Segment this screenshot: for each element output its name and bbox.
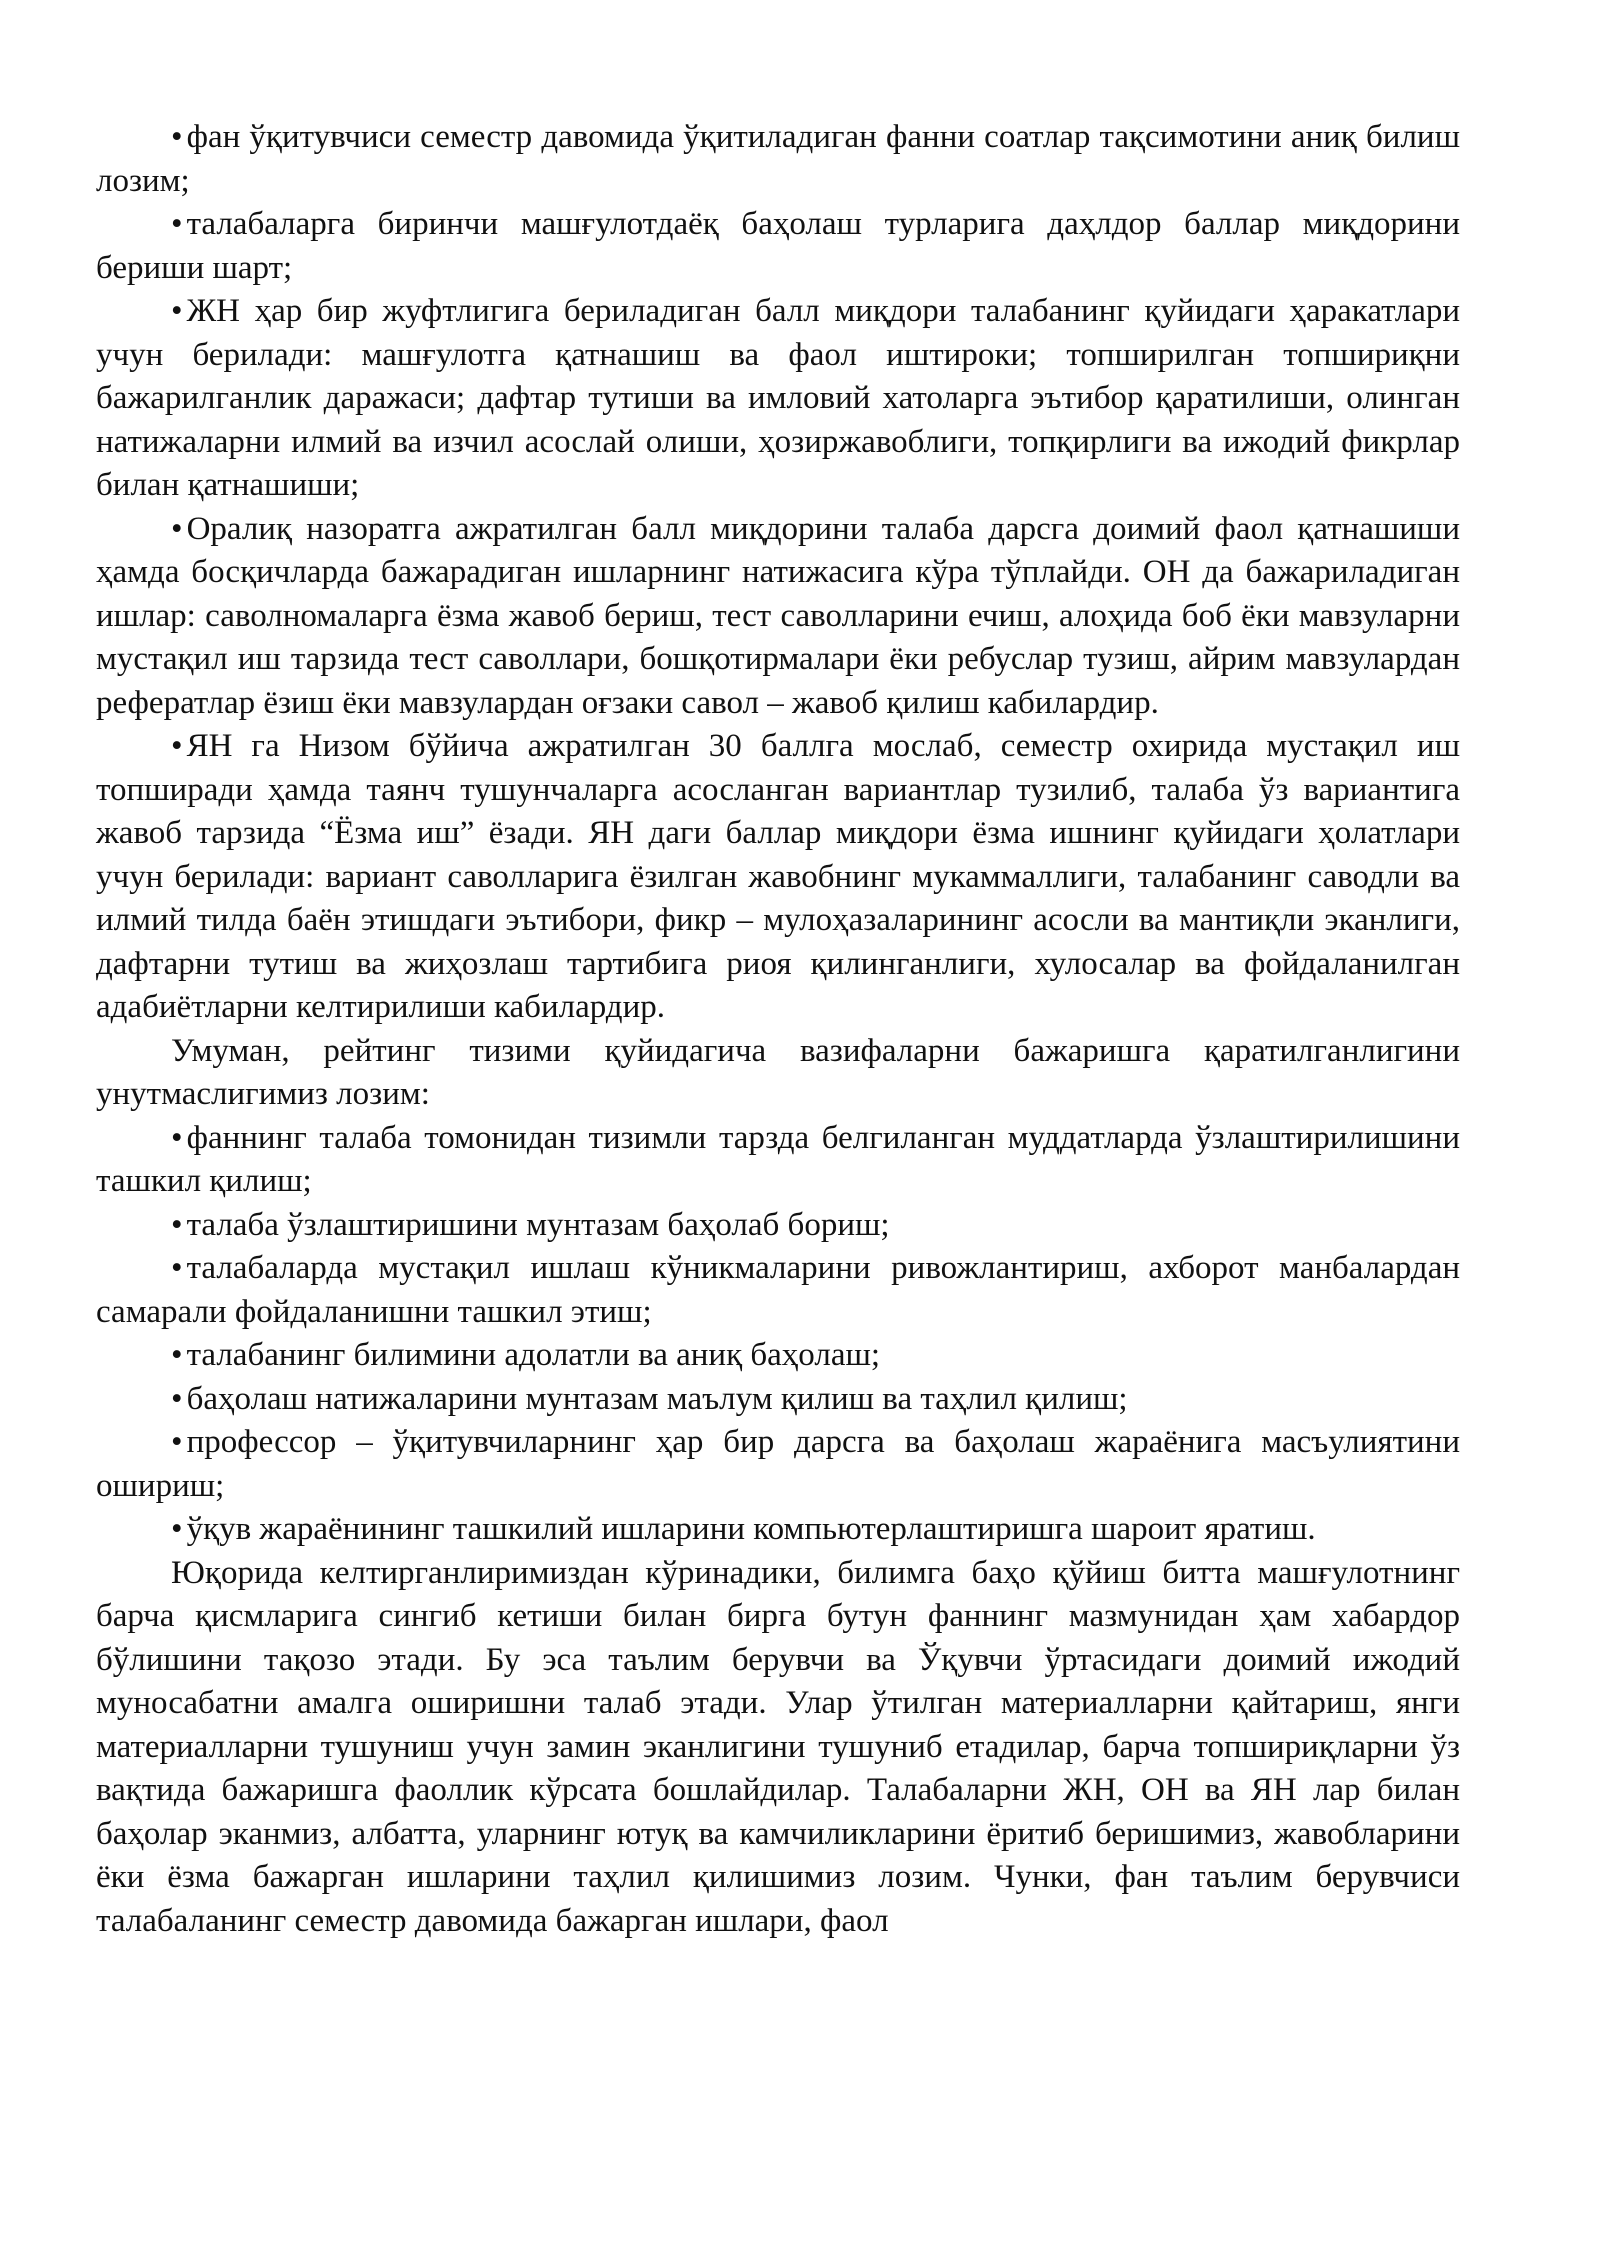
bullet-icon: •	[171, 1511, 183, 1547]
bullet-paragraph	[96, 116, 1460, 203]
bullet-icon: •	[171, 1206, 183, 1243]
bullet-icon: •	[171, 1250, 183, 1286]
bullet-paragraph	[96, 203, 1460, 290]
bullet-icon: •	[171, 1337, 183, 1373]
paragraph-text: талаба ўзлаштиришини мунтазам баҳолаб бориш;	[186, 1206, 890, 1243]
bullet-paragraph	[96, 1421, 1460, 1508]
paragraph-text: талабаларда мустақил ишлаш кўникмаларини ривожлантириш, ахборот манбалардан самарали фойдаланишни ташкил этиш;	[96, 1250, 1460, 1330]
body-paragraph	[96, 1030, 1460, 1117]
bullet-icon: •	[171, 293, 183, 329]
paragraph-text: талабанинг билимини адолатли ва аниқ баҳолаш;	[186, 1337, 881, 1373]
body-paragraph	[96, 1552, 1460, 1944]
bullet-icon: •	[171, 119, 183, 155]
bullet-paragraph	[96, 1204, 1460, 1248]
paragraph-text: Оралиқ назоратга ажратилган балл миқдорини талаба дарсга доимий фаол қатнашиши ҳамда босқичларда бажарадиган ишларнинг натижасига кўра тўплайди. ОН да бажариладиган ишлар: саволномаларга ёзма жавоб бериш, тест саволларини ечиш, алоҳида боб ёки мавзуларни мустақил иш тарзида тест саволлари, бошқотирмалари ёки ребуслар тузиш, айрим мавзулардан рефератлар ёзиш ёки мавзулардан оғзаки савол – жавоб қилиш кабилардир.	[96, 510, 1460, 721]
paragraph-text: фаннинг талаба томонидан тизимли тарзда белгиланган муддатларда ўзлаштирилишини ташкил қилиш;	[96, 1119, 1460, 1199]
bullet-paragraph	[96, 1508, 1460, 1552]
paragraph-text: ЖН ҳар бир жуфтлигига бериладиган балл миқдори талабанинг қуйидаги ҳаракатлари учун берилади: машғулотга қатнашиш ва фаол иштироки; топширилган топшириқни бажарилганлик даражаси; дафтар тутиши ва имловий хатоларга эътибор қаратилиши, олинган натижаларни илмий ва изчил асослай олиши, ҳозиржавоблиги, топқирлиги ва ижодий фикрлар билан қатнашиши;	[96, 293, 1460, 503]
paragraph-text: ўқув жараёнининг ташкилий ишларини компьютерлаштиришга шароит яратиш.	[186, 1511, 1316, 1547]
bullet-paragraph	[96, 508, 1460, 726]
bullet-paragraph	[96, 1247, 1460, 1334]
bullet-icon: •	[171, 728, 183, 764]
paragraph-text: талабаларга биринчи машғулотдаёқ баҳолаш турларига даҳлдор баллар миқдорини бериши шарт;	[96, 206, 1460, 286]
bullet-paragraph	[96, 290, 1460, 508]
paragraph-text: фан ўқитувчиси семестр давомида ўқитиладиган фанни соатлар тақсимотини аниқ билиш лозим;	[96, 119, 1460, 199]
paragraph-text: Юқорида келтирганлиримиздан кўринадики, билимга баҳо қўйиш битта машғулотнинг барча қисмларига сингиб кетиши билан бирга бутун фаннинг мазмунидан ҳам хабардор бўлишини тақозо этади. Бу эса таълим берувчи ва Ўқувчи ўртасидаги доимий ижодий муносабатни амалга оширишни талаб этади. Улар ўтилган материалларни қайтариш, янги материалларни тушуниш учун замин эканлигини тушуниб етадилар, барча топшириқларни ўз вақтида бажаришга фаоллик кўрсата бошлайдилар. Талабаларни ЖН, ОН ва ЯН лар билан баҳолар эканмиз, албатта, уларнинг ютуқ ва камчиликларини ёритиб беришимиз, жавобларини ёки ёзма бажарган ишларини таҳлил қилишимиз лозим. Чунки, фан таълим берувчиси талабаланинг семестр давомида бажарган ишлари, фаол	[96, 1554, 1460, 1939]
bullet-icon: •	[171, 510, 183, 547]
paragraph-text: ЯН га Низом бўйича ажратилган 30 баллга мослаб, семестр охирида мустақил иш топширади ҳамда таянч тушунчаларга асосланган вариантлар тузилиб, талаба ўз вариантига жавоб тарзида “Ёзма иш” ёзади. ЯН даги баллар миқдори ёзма ишнинг қуйидаги ҳолатлари учун берилади: вариант саволларига ёзилган жавобнинг мукаммаллиги, талабанинг саводли ва илмий тилда баён этишдаги эътибори, фикр – мулоҳазаларининг асосли ва мантиқли эканлиги, дафтарни тутиш ва жиҳозлаш тартибига риоя қилинганлиги, хулосалар ва фойдаланилган адабиётларни келтирилиши кабилардир.	[96, 728, 1460, 1025]
bullet-icon: •	[171, 1119, 183, 1156]
paragraph-text: профессор – ўқитувчиларнинг ҳар бир дарсга ва баҳолаш жараёнига масъулиятини ошириш;	[96, 1424, 1460, 1504]
bullet-paragraph	[96, 725, 1460, 1030]
paragraph-text: баҳолаш натижаларини мунтазам маълум қилиш ва таҳлил қилиш;	[186, 1380, 1128, 1417]
bullet-paragraph	[96, 1334, 1460, 1378]
bullet-paragraph	[96, 1378, 1460, 1422]
bullet-icon: •	[171, 1424, 183, 1460]
bullet-icon: •	[171, 1380, 183, 1417]
paragraph-text: Умуман, рейтинг тизими қуйидагича вазифаларни бажаришга қаратилганлигини унутмаслигимиз лозим:	[96, 1032, 1460, 1112]
bullet-icon: •	[171, 206, 183, 242]
document-page	[96, 116, 1460, 1943]
bullet-paragraph	[96, 1117, 1460, 1204]
